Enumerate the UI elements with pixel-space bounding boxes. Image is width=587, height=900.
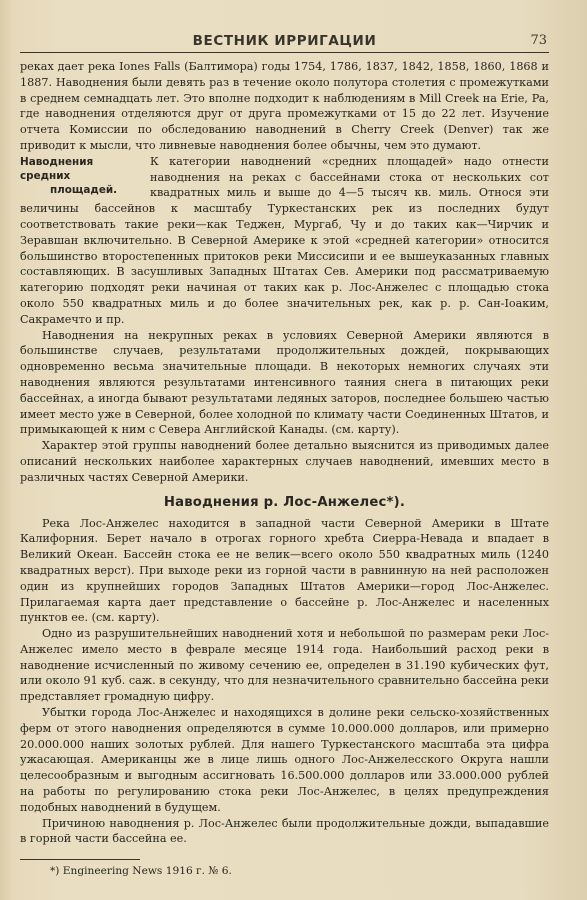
page-number: 73	[530, 33, 547, 48]
running-head	[20, 30, 549, 53]
journal-title: ВЕСТНИК ИРРИГАЦИИ	[192, 33, 377, 49]
footnote: *) Engineering News 1916 г. № 6.	[50, 865, 232, 878]
paragraph-5: Река Лос-Анжелес находится в западной части Северной Америки в Штате Калифорния. Берет начало в отрогах горного хребта Сиерра-Невада и впадает в Великий Океан. Бассейн стока ее не велик—всего около 550 квадратных миль (1240 квадратных верст). При выходе реки из горной части в равнинную на ней расположен один из крупнейших городов Западных Штатов Америки—город Лос-Анжелес. Прилагаемая карта дает представление о бассейне р. Лос-Анжелес и населенных пунктов ее. (см. карту).	[20, 516, 549, 625]
side-heading-line-1: Наводнения средних	[20, 155, 94, 182]
paragraph-3: Наводнения на некрупных реках в условиях Северной Америки являются в большинстве случаев, результатами продолжительных дождей, покрывающих одновременно весьма значительные площади. В некоторых немногих случаях эти наводнения являются результатами интенсивного таяния снега в питающих реки бассейнах, а иногда бывают результатами ледяных заторов, последнее большею частью имеет место уже в Северной, более холодной по климату части Соединенных Штатов, и примыкающей к ним с Севера Английской Канады. (см. карту).	[20, 328, 549, 437]
side-heading-line-2: площадей.	[50, 183, 118, 196]
paragraph-2-block	[20, 154, 549, 328]
footnote-divider	[20, 859, 140, 860]
paragraph-4: Характер этой группы наводнений более детально выяснится из приводимых далее описаний нескольких наиболее характерных случаев наводнений, имевших место в различных частях Северной Америки.	[20, 439, 549, 484]
side-heading	[20, 154, 138, 197]
section-title: Наводнения р. Лос-Анжелес*).	[163, 494, 406, 510]
paragraph-8: Причиною наводнения р. Лос-Анжелес были продолжительные дожди, выпадавшие в горной части бассейна ее.	[20, 816, 549, 846]
paragraph-7: Убытки города Лос-Анжелес и находящихся в долине реки сельско-хозяйственных ферм от этого наводнения определяются в сумме 10.000.000 долларов, или примерно 20.000.000 наших золотых рублей. Для нашего Туркестанского масштаба эта цифра ужасающая. Американцы же в лице лишь одного Лос-Анжелесского Округа нашли целесообразным и выгодным ассигновать 16.500.000 долларов или 33.000.000 рублей на работы по регулированию стока реки Лос-Анжелес, в целях предупреждения подобных наводнений в будущем.	[20, 706, 549, 814]
paragraph-6: Одно из разрушительнейших наводнений хотя и небольшой по размерам реки Лос-Анжелес имело место в феврале месяце 1914 года. Наибольший расход реки в наводнение исчисленный по живому сечению ее, определен в 31.190 кубических фут, или около 91 куб. саж. в секунду, что для незначительного сравнительно бассейна реки представляет громадную цифру.	[20, 627, 549, 704]
paragraph-1: реках дает река Iones Falls (Балтимора) годы 1754, 1786, 1837, 1842, 1858, 1860, 1868 и 1887. Наводнения были девять раз в течение около полутора столетия с промежутками в среднем семнадцать лет. Это вполне подходит к наблюдениям в Mill Creek на Erie, Pa, где наводнения отделяются друг от друга промежутками от 15 до 22 лет. Изучение отчета Комиссии по обследованию наводнений в Cherry Creek (Denver) так же приводит к мысли, что ливневые наводнения более обычны, чем это думают.	[20, 60, 549, 152]
paragraph-2: К категории наводнений «средних площадей» надо отнести наводнения на реках с бассейнами стока от нескольких сот квадратных миль и выше до 4—5 тысяч кв. миль. Относя эти величины бассейнов к масштабу Туркестанских рек из последних будут соответствовать такие реки—как Теджен, Мургаб, Чу и до таких как—Чирчик и Зеравшан включительно. В Северной Америке к этой «средней категории» относится большинство второстепенных притоков реки Миссисипи и ее вышеуказанных главных составляющих. В засушливых Западных Штатах Сев. Америки под рассматриваемую категорию подходят реки начиная от таких как р. Лос-Анжелес с площадью стока около 550 квадратных миль и до более значительных рек, как р. р. Сан-Іоаким, Сакрамечто и пр.	[20, 154, 549, 326]
